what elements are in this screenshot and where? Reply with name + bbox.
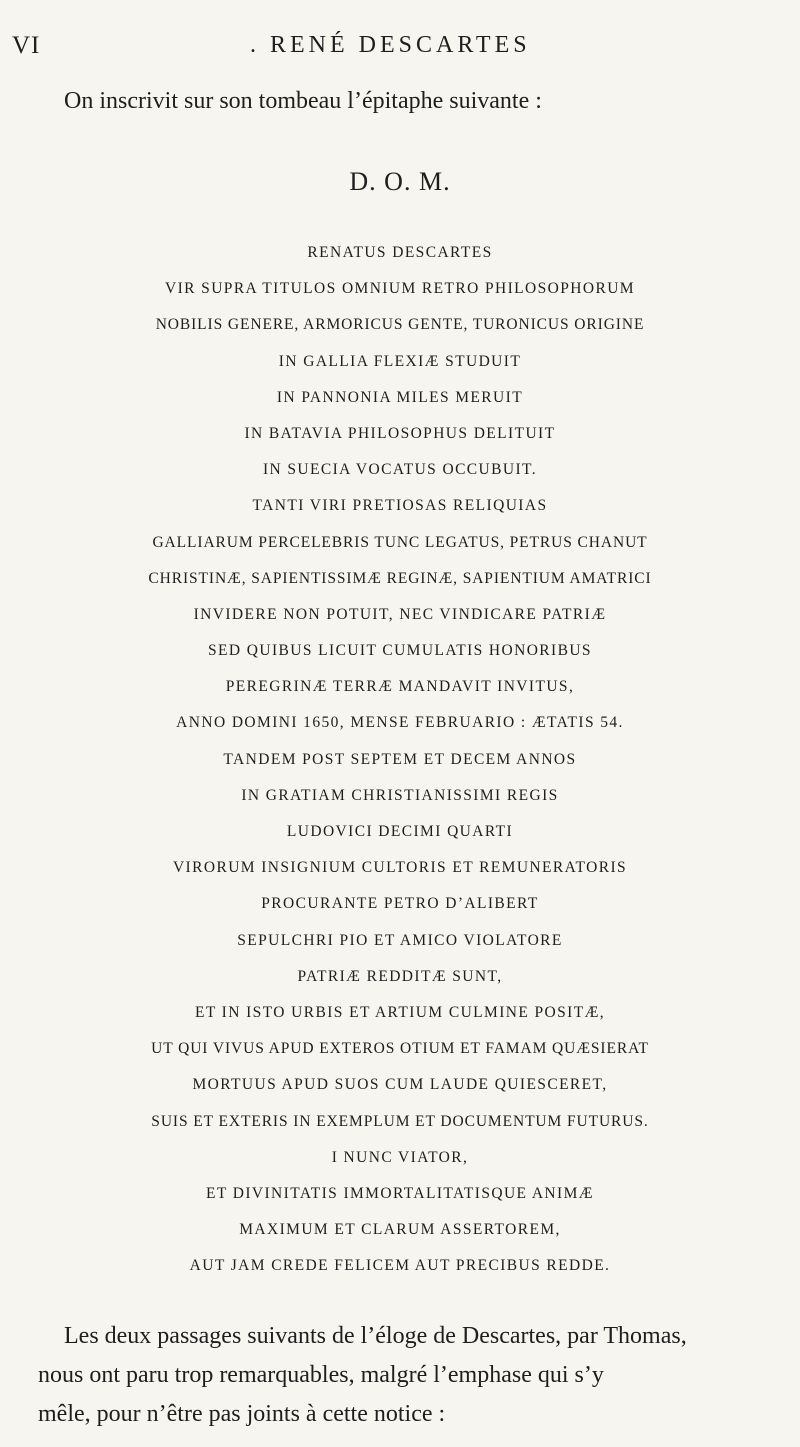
intro-sentence: On inscrivit sur son tombeau l’épitaphe suivante :: [64, 88, 542, 114]
running-title: . RENÉ DESCARTES: [250, 32, 531, 58]
epitaph-line: NOBILIS GENERE, ARMORICUS GENTE, TURONICUS ORIGINE: [155, 316, 645, 334]
page-number: VI: [12, 32, 41, 59]
epitaph-line: MORTUUS APUD SUOS CUM LAUDE QUIESCERET,: [192, 1076, 608, 1094]
epitaph-line: I NUNC VIATOR,: [331, 1148, 469, 1166]
epitaph-line: IN GRATIAM CHRISTIANISSIMI REGIS: [241, 786, 559, 804]
paragraph-line: mêle, pour n’être pas joints à cette notice :: [38, 1401, 446, 1427]
epitaph-line: IN BATAVIA PHILOSOPHUS DELITUIT: [244, 424, 556, 442]
epitaph-line: UT QUI VIVUS APUD EXTEROS OTIUM ET FAMAM QUÆSIERAT: [151, 1040, 649, 1058]
epitaph-line: IN SUECIA VOCATUS OCCUBUIT.: [262, 461, 538, 479]
epitaph-line: RENATUS DESCARTES: [307, 244, 493, 261]
epitaph-line: INVIDERE NON POTUIT, NEC VINDICARE PATRIÆ: [193, 605, 607, 623]
epitaph-text: [0, 235, 800, 1284]
epitaph-line: GALLIARUM PERCELEBRIS TUNC LEGATUS, PETRUS CHANUT: [152, 533, 648, 551]
epitaph-line: SEPULCHRI PIO ET AMICO VIOLATORE: [237, 931, 563, 949]
epitaph-line: PEREGRINÆ TERRÆ MANDAVIT INVITUS,: [225, 678, 575, 696]
paragraph-line: nous ont paru trop remarquables, malgré l’emphase qui s’y: [38, 1362, 604, 1388]
epitaph-line: CHRISTINÆ, SAPIENTISSIMÆ REGINÆ, SAPIENTIUM AMATRICI: [148, 569, 652, 587]
epitaph-heading: D. O. M.: [349, 167, 451, 196]
paragraph-line: Les deux passages suivants de l’éloge de Descartes, par Thomas,: [64, 1323, 687, 1349]
epitaph-line: SUIS ET EXTERIS IN EXEMPLUM ET DOCUMENTUM FUTURUS.: [151, 1112, 649, 1130]
page-header: [0, 30, 800, 70]
epitaph-line: ET DIVINITATIS IMMORTALITATISQUE ANIMÆ: [206, 1184, 594, 1202]
epitaph-line: IN GALLIA FLEXIÆ STUDUIT: [278, 352, 522, 370]
epitaph-line: AUT JAM CREDE FELICEM AUT PRECIBUS REDDE.: [189, 1257, 611, 1275]
epitaph-line: PROCURANTE PETRO D’ALIBERT: [261, 895, 539, 913]
epitaph-line: MAXIMUM ET CLARUM ASSERTOREM,: [239, 1221, 561, 1239]
epitaph-line: VIR SUPRA TITULOS OMNIUM RETRO PHILOSOPHORUM: [165, 280, 635, 298]
epitaph-line: ET IN ISTO URBIS ET ARTIUM CULMINE POSITÆ,: [194, 1003, 606, 1021]
epitaph-line: SED QUIBUS LICUIT CUMULATIS HONORIBUS: [208, 642, 592, 660]
epitaph-line: TANTI VIRI PRETIOSAS RELIQUIAS: [252, 497, 548, 515]
epitaph-line: VIRORUM INSIGNIUM CULTORIS ET REMUNERATORIS: [172, 859, 628, 877]
epitaph-line: IN PANNONIA MILES MERUIT: [276, 388, 524, 406]
epitaph-line: ANNO DOMINI 1650, MENSE FEBRUARIO : ÆTATIS 54.: [176, 714, 624, 732]
closing-paragraph: [38, 1317, 788, 1434]
epitaph-line: LUDOVICI DECIMI QUARTI: [286, 823, 514, 840]
epitaph-line: PATRIÆ REDDITÆ SUNT,: [297, 967, 503, 985]
epitaph-line: TANDEM POST SEPTEM ET DECEM ANNOS: [223, 750, 577, 768]
